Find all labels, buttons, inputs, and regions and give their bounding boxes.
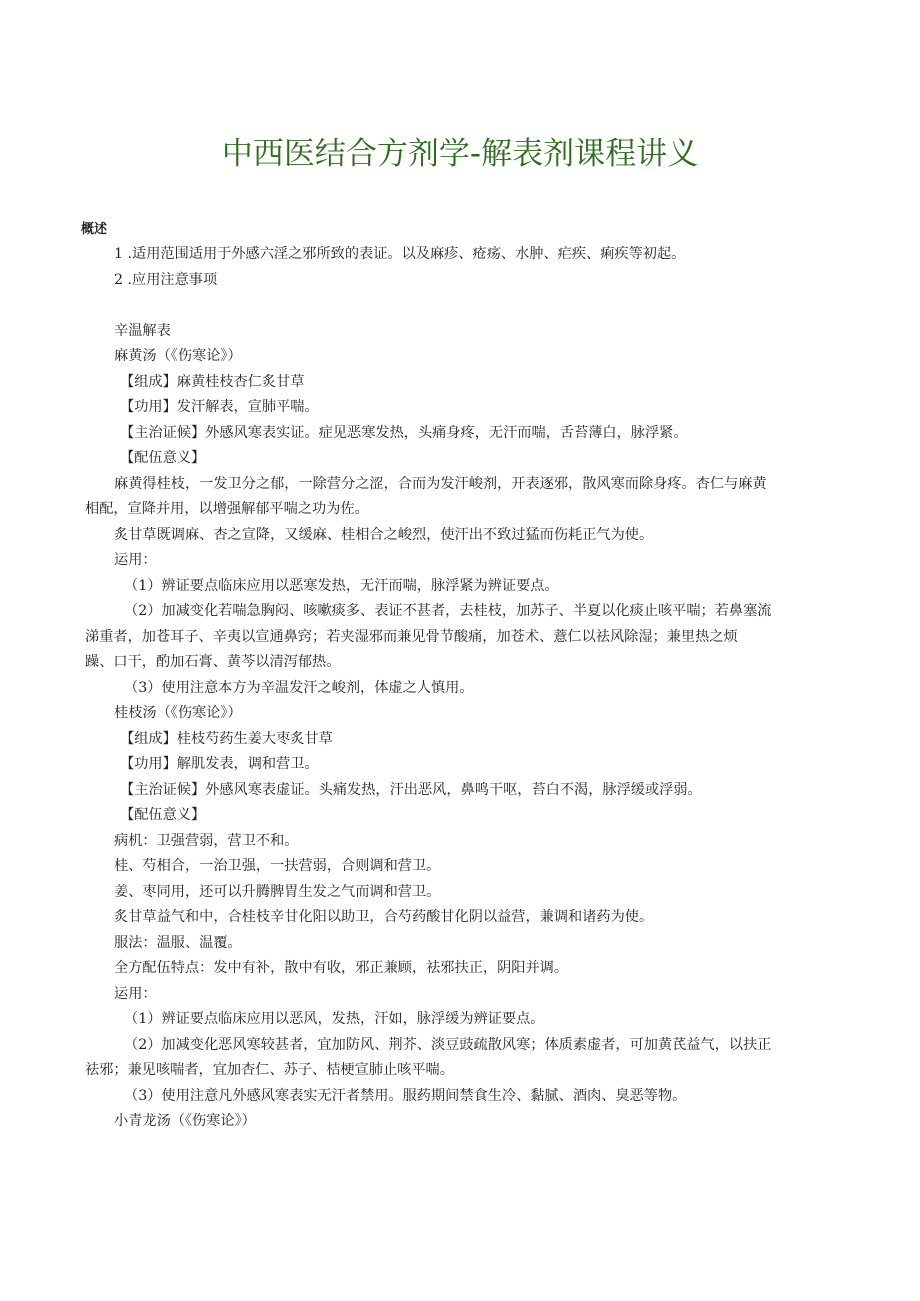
text-line: 【主治证候】外感风寒表实证。症见恶寒发热，头痛身疼，无汗而喘，舌苔薄白，脉浮紧。: [120, 425, 688, 441]
text-line: 桂、芍相合，一治卫强，一扶营弱，合则调和营卫。: [114, 858, 441, 874]
text-line: 病机：卫强营弱，营卫不和。: [114, 833, 299, 849]
text-line: 相配，宣降并用，以增强解郁平喘之功为佐。: [85, 501, 369, 517]
text-line: 运用：: [114, 986, 157, 1002]
text-line: （1）辨证要点临床应用以恶寒发热，无汗而喘，脉浮紧为辨证要点。: [124, 578, 559, 594]
text-line: （3）使用注意凡外感风寒表实无汗者禁用。服药期间禁食生冷、黏腻、酒肉、臭恶等物。: [124, 1088, 687, 1104]
text-line: 涕重者，加苍耳子、辛夷以宣通鼻窍；若夹湿邪而兼见骨节酸痛，加苍术、薏仁以祛风除湿；兼里热之烦: [85, 629, 738, 645]
text-line: （1）辨证要点临床应用以恶风，发热，汗如，脉浮缓为辨证要点。: [124, 1011, 545, 1027]
text-line: （2）加减变化恶风寒较甚者，宜加防风、荆芥、淡豆豉疏散风寒；体质素虚者，可加黄芪益气，以扶正: [124, 1037, 772, 1053]
text-line: 2 .应用注意事项: [114, 272, 218, 288]
text-line: 【主治证候】外感风寒表虚证。头痛发热，汗出恶风，鼻鸣干呕，苔白不渴，脉浮缓或浮弱。: [120, 782, 702, 798]
text-line: 【配伍意义】: [120, 450, 206, 466]
text-line: 【功用】发汗解表，宣肺平喘。: [120, 399, 319, 415]
formula-heading: 桂枝汤（《伤寒论》）: [114, 705, 242, 721]
text-line: 全方配伍特点：发中有补，散中有收，邪正兼顾，祛邪扶正，阴阳并调。: [114, 960, 569, 976]
overview-heading: 概述: [81, 222, 108, 237]
text-line: 1 .适用范围适用于外感六淫之邪所致的表证。以及麻疹、疮疡、水肿、疟疾、痢疾等初起。: [114, 246, 686, 262]
text-line: 祛邪；兼见咳喘者，宜加杏仁、苏子、桔梗宣肺止咳平喘。: [85, 1062, 454, 1078]
text-line: 运用：: [114, 552, 157, 568]
text-line: 姜、枣同用，还可以升腾脾胃生发之气而调和营卫。: [114, 884, 441, 900]
formula-heading: 麻黄汤（《伤寒论》）: [114, 348, 242, 364]
formula-heading: 小青龙汤（《伤寒论》）: [114, 1113, 256, 1129]
text-line: 【功用】解肌发表，调和营卫。: [120, 756, 319, 772]
text-line: 【组成】麻黄桂枝杏仁炙甘草: [120, 374, 305, 390]
section-heading: 辛温解表: [114, 323, 171, 339]
text-line: 炙甘草既调麻、杏之宣降，又缓麻、桂相合之峻烈，使汗出不致过猛而伤耗正气为使。: [114, 527, 654, 543]
text-line: 麻黄得桂枝，一发卫分之郁，一除营分之涩，合而为发汗峻剂，开表逐邪，散风寒而除身疼。杏仁与麻黄: [114, 476, 767, 492]
text-line: 【组成】桂枝芍药生姜大枣炙甘草: [120, 731, 333, 747]
text-line: （2）加减变化若喘急胸闷、咳嗽痰多、表证不甚者，去桂枝，加苏子、半夏以化痰止咳平喘；若鼻塞流: [124, 603, 772, 619]
text-line: 【配伍意义】: [120, 807, 206, 823]
text-line: 炙甘草益气和中，合桂枝辛甘化阳以助卫，合芍药酸甘化阴以益营，兼调和诸药为使。: [114, 909, 654, 925]
text-line: 服法：温服、温覆。: [114, 935, 242, 951]
text-line: 躁、口干，酌加石膏、黄芩以清泻郁热。: [85, 654, 341, 670]
text-line: （3）使用注意本方为辛温发汗之峻剂，体虚之人慎用。: [124, 680, 474, 696]
document-title: 中西医结合方剂学-解表剂课程讲义: [221, 136, 699, 172]
